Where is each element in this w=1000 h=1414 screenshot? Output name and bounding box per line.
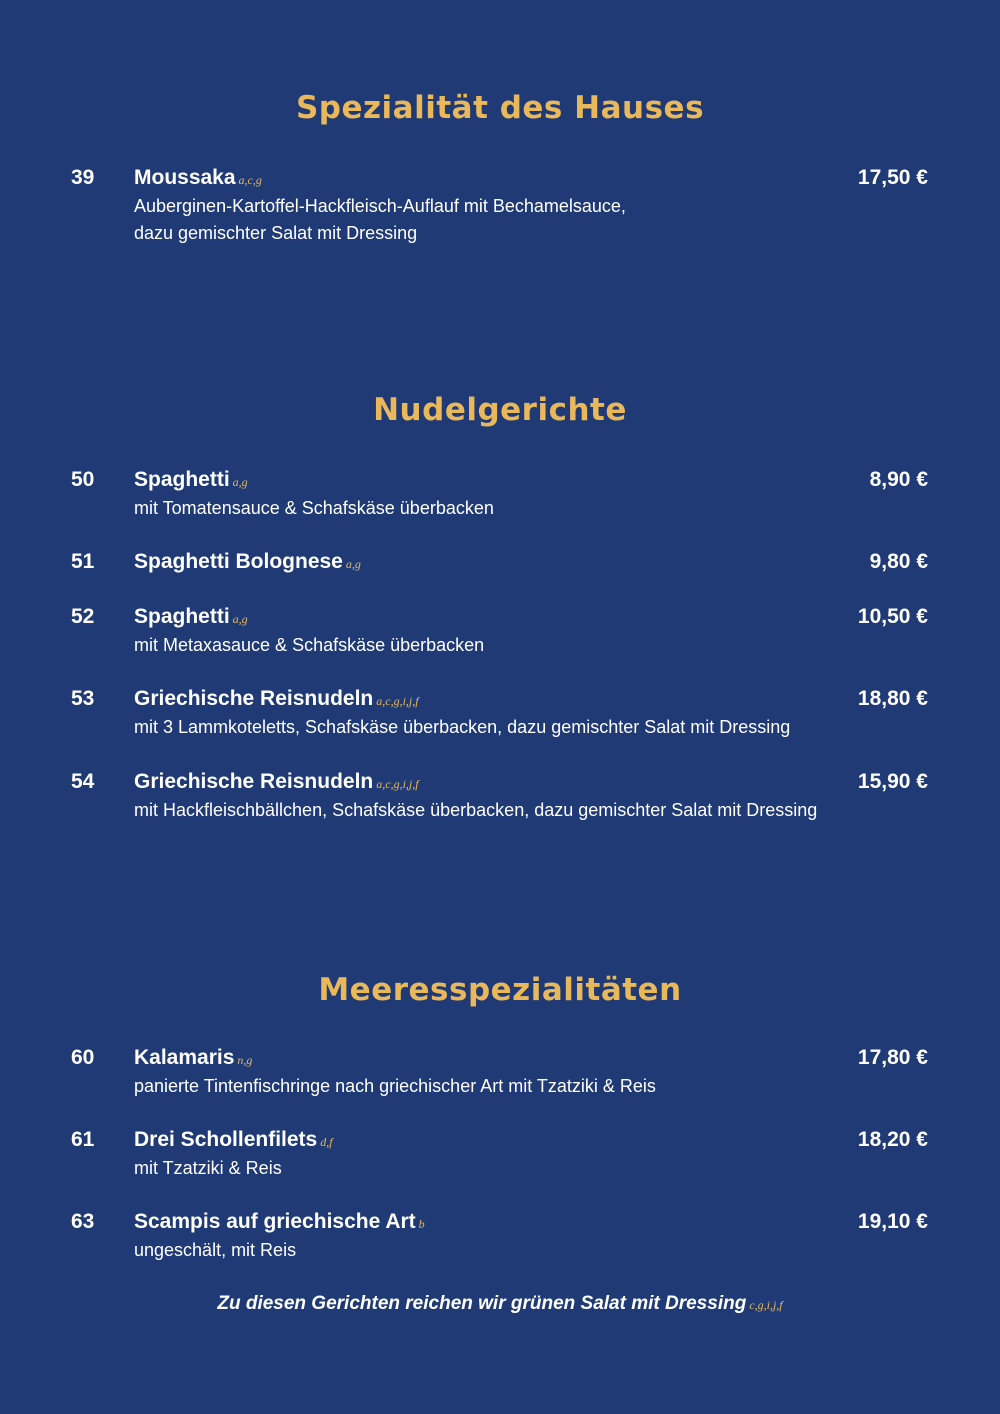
item-name-line	[134, 165, 262, 193]
item-number: 60	[71, 1046, 95, 1069]
item-description	[134, 1073, 656, 1100]
item-name: Griechische Reisnudeln	[134, 687, 374, 710]
item-allergens: a,g	[232, 612, 248, 626]
item-name: Spaghetti	[134, 605, 230, 628]
item-name-line	[134, 1127, 333, 1155]
item-price: 18,80 €	[857, 687, 928, 710]
section-title-pasta: Nudelgerichte	[373, 392, 627, 428]
item-price: 10,50 €	[857, 605, 928, 628]
item-name: Spaghetti Bolognese	[134, 550, 343, 573]
item-name: Griechische Reisnudeln	[134, 770, 374, 793]
item-name: Scampis auf griechische Art	[134, 1210, 416, 1233]
item-allergens: a,c,g,i,j,f	[376, 694, 419, 708]
item-price: 8,90 €	[869, 468, 928, 491]
item-number: 61	[71, 1128, 95, 1151]
item-name: Moussaka	[134, 166, 236, 189]
item-description	[134, 632, 484, 659]
item-allergens: a,g	[345, 557, 361, 571]
item-description-line: dazu gemischter Salat mit Dressing	[134, 223, 418, 243]
item-price: 17,80 €	[857, 1046, 928, 1069]
item-description	[134, 714, 790, 741]
item-name: Drei Schollenfilets	[134, 1128, 318, 1151]
item-name-line	[134, 1045, 252, 1073]
item-number: 39	[71, 166, 95, 189]
item-name-line	[134, 604, 248, 632]
item-allergens: d,f	[320, 1135, 333, 1149]
item-description-line: mit Tomatensauce & Schafskäse überbacken	[134, 498, 494, 518]
item-description-line: Auberginen-Kartoffel-Hackfleisch-Auflauf mit Bechamelsauce,	[134, 196, 626, 216]
item-description-line: mit Tzatziki & Reis	[134, 1158, 282, 1178]
item-name-line	[134, 467, 248, 495]
item-name-line	[134, 686, 419, 714]
item-price: 15,90 €	[857, 770, 928, 793]
item-number: 53	[71, 687, 95, 710]
item-number: 54	[71, 770, 95, 793]
item-description	[134, 1155, 282, 1182]
item-description	[134, 1237, 296, 1264]
item-description-line: ungeschält, mit Reis	[134, 1240, 297, 1260]
item-number: 63	[71, 1210, 95, 1233]
item-name: Kalamaris	[134, 1046, 235, 1069]
item-description-line: mit Hackfleischbällchen, Schafskäse überbacken, dazu gemischter Salat mit Dressing	[134, 800, 818, 820]
section-title-specialty: Spezialität des Hauses	[295, 90, 705, 126]
footnote-allergens: c,g,i,j,f	[749, 1298, 783, 1312]
item-description	[134, 797, 817, 824]
item-name-line	[134, 549, 361, 577]
item-description-line: mit 3 Lammkoteletts, Schafskäse überbacken, dazu gemischter Salat mit Dressing	[134, 717, 791, 737]
item-number: 50	[71, 468, 95, 491]
side-salad-footnote	[0, 1293, 1000, 1315]
item-description	[134, 193, 626, 247]
item-number: 52	[71, 605, 95, 628]
item-price: 19,10 €	[857, 1210, 928, 1233]
item-price: 18,20 €	[857, 1128, 928, 1151]
item-allergens: n,g	[237, 1053, 253, 1067]
item-name-line	[134, 1209, 425, 1237]
item-name: Spaghetti	[134, 468, 230, 491]
item-description-line: panierte Tintenfischringe nach griechischer Art mit Tzatziki & Reis	[134, 1076, 656, 1096]
item-price: 17,50 €	[857, 166, 928, 189]
footnote-text: Zu diesen Gerichten reichen wir grünen Salat mit Dressing	[217, 1293, 747, 1314]
item-allergens: a,g	[232, 475, 248, 489]
item-name-line	[134, 769, 419, 797]
item-allergens: a,c,g,i,j,f	[376, 777, 419, 791]
item-number: 51	[71, 550, 95, 573]
item-price: 9,80 €	[869, 550, 928, 573]
item-description	[134, 495, 494, 522]
section-title-seafood: Meeresspezialitäten	[318, 972, 682, 1008]
item-description-line: mit Metaxasauce & Schafskäse überbacken	[134, 635, 485, 655]
item-allergens: a,c,g	[238, 173, 262, 187]
item-allergens: b	[418, 1217, 425, 1231]
